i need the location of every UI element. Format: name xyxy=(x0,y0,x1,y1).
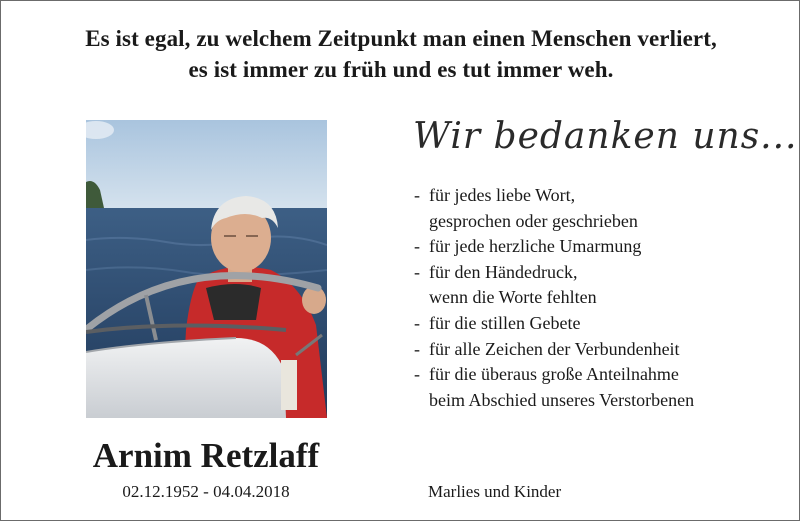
list-item-line: für den Händedruck, xyxy=(429,261,578,282)
memorial-quote xyxy=(1,23,800,85)
signoff: Marlies und Kinder xyxy=(428,482,562,501)
list-item-line: beim Abschied unseres Verstorbenen xyxy=(429,389,695,410)
list-item xyxy=(411,183,791,234)
list-dash: - xyxy=(414,312,420,333)
list-dash: - xyxy=(414,236,420,257)
thanks-heading: Wir bedanken uns... xyxy=(413,116,798,157)
list-item xyxy=(411,260,791,311)
list-item-line: für jedes liebe Wort, xyxy=(429,185,576,205)
portrait-photo-image xyxy=(86,120,327,418)
list-dash: - xyxy=(414,338,420,359)
list-item xyxy=(411,311,791,337)
list-item-line: für die überaus große Anteilnahme xyxy=(429,364,679,385)
quote-line-1: Es ist egal, zu welchem Zeitpunkt man einen Menschen verliert, xyxy=(85,26,717,51)
list-item-line: für die stillen Gebete xyxy=(429,312,581,333)
list-item xyxy=(411,362,791,413)
list-item-line: wenn die Worte fehlten xyxy=(429,287,597,308)
deceased-name: Arnim Retzlaff xyxy=(92,436,320,475)
list-dash: - xyxy=(414,185,420,205)
quote-line-2: es ist immer zu früh und es tut immer weh. xyxy=(188,57,614,82)
list-dash: - xyxy=(414,261,420,282)
list-item xyxy=(411,337,791,363)
thanks-list xyxy=(411,183,791,413)
list-item-line: für jede herzliche Umarmung xyxy=(429,236,642,257)
life-dates: 02.12.1952 - 04.04.2018 xyxy=(122,482,290,501)
list-item xyxy=(411,234,791,260)
list-item-line: gesprochen oder geschrieben xyxy=(429,210,638,231)
portrait-photo xyxy=(86,120,327,418)
list-dash: - xyxy=(414,364,420,385)
list-item-line: für alle Zeichen der Verbundenheit xyxy=(429,338,680,359)
